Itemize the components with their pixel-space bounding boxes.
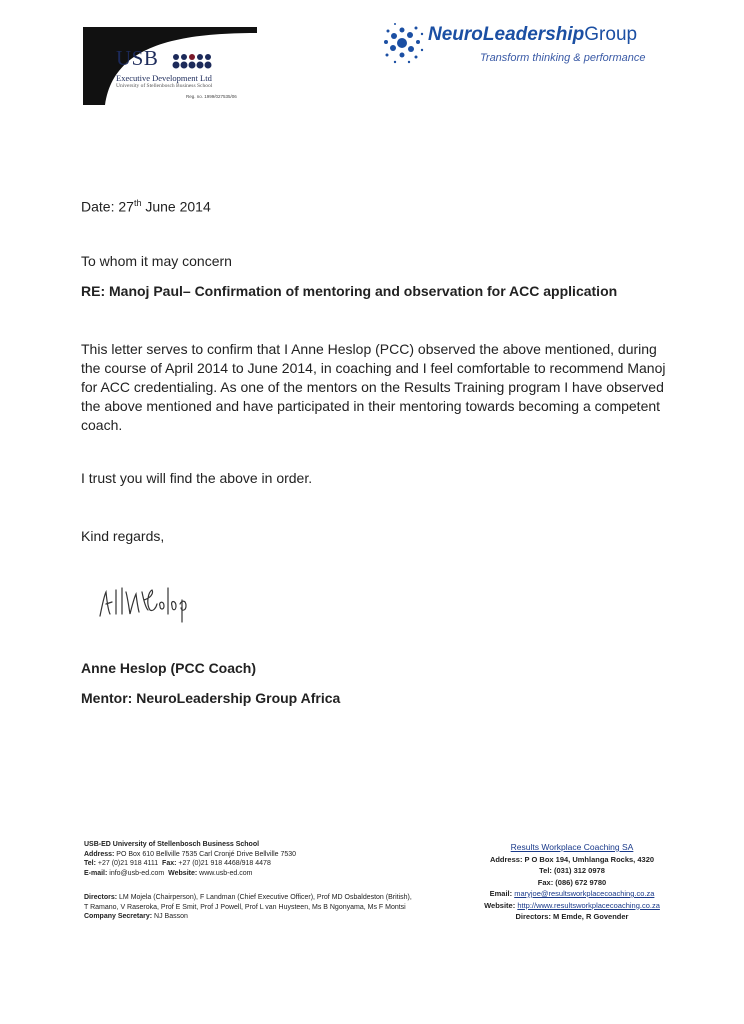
rwc-footer-tel: Tel: (031) 312 0978 [539,866,605,875]
salutation: To whom it may concern [81,253,232,269]
rwc-footer-website[interactable]: http://www.resultsworkplacecoaching.co.za [517,900,660,910]
rwc-footer-address: Address: P O Box 194, Umhlanga Rocks, 4320 [489,854,655,864]
usb-footer-email[interactable]: info@usb-ed.com [107,869,165,877]
neuroleadership-logo-name [428,24,637,46]
body-paragraph: This letter serves to confirm that I Anne Heslop (PCC) observed the above mentioned, during the course of April 2014 to June 2014, in coaching and I feel comfortable to recommend Manoj for ACC credentialing. As one of the mentors on the Results Training program I have observed the above mentioned and have participated in their mentoring towards becoming a competent coach. [81,341,666,433]
subject-line: RE: Manoj Paul– Confirmation of mentoring and observation for ACC application [81,283,618,299]
usb-dots-icon [170,52,216,72]
neuroleadership-dots-icon [382,22,426,66]
usb-footer-address: PO Box 610 Bellville 7535 Carl Cronjé Drive Bellville 7530 [114,850,297,858]
closing-sentence: I trust you will find the above in order. [81,470,313,486]
usb-footer-website[interactable]: www.usb-ed.com [197,869,253,877]
rwc-footer-email[interactable]: maryjoe@resultsworkplacecoaching.co.za [514,889,655,898]
rwc-footer-name[interactable]: Results Workplace Coaching SA [510,842,634,852]
usb-logo-tagline: University of Stellenbosch Business School [116,83,213,89]
signer-title: Mentor: NeuroLeadership Group Africa [81,690,341,706]
logo-name-light: Group [584,24,638,45]
sign-off: Kind regards, [81,528,165,544]
rwc-footer-contact: Results Workplace Coaching SA Address: P O Box 194, Umhlanga Rocks, 4320 Tel: (031) 312 0978 Fax: (086) 672 9780 Email: maryjoe@resultsworkplacecoaching.co.za Website: http://www.resultsworkplacecoaching.co.za Directors: M Emde, R Govender [452,842,692,923]
usb-logo-name: USB [116,46,159,70]
usb-footer-name: USB-ED University of Stellenbosch Business School [84,841,260,848]
rwc-footer-directors: Directors: M Emde, R Govender [515,912,629,921]
rwc-footer-fax: Fax: (086) 672 9780 [537,877,607,887]
neuroleadership-tagline: Transform thinking & performance [480,52,646,64]
usb-footer-contact: USB-ED University of Stellenbosch Business School Address: PO Box 610 Bellville 7535 Carl Cronjé Drive Bellville 7530 Tel: +27 (0)21 918 4111 Fax: +27 (0)21 918 4468/918 4478 E-mail: info@usb-ed.com Website: www.usb-ed.com [84,841,297,877]
usb-footer-directors: Directors: LM Mojela (Chairperson), F Landman (Chief Executive Officer), Prof MD Osbaldeston (British), T Ramano, V Raseroka, Prof E Smit, Prof J Powell, Prof L van Huysteen, Ms B Ngonyama, Ms F Montsi Company Secretary: NJ Basson [84,894,412,920]
handwritten-signature [96,578,196,626]
signer-name: Anne Heslop (PCC Coach) [81,660,257,676]
letter-date: Date: 27th June 2014 [81,198,211,215]
usb-logo-subtitle: Executive Development Ltd [116,73,212,83]
logo-name-bold: NeuroLeadership [428,24,585,45]
usb-logo-reg: Reg. no. 1999/027535/06 [186,94,237,99]
